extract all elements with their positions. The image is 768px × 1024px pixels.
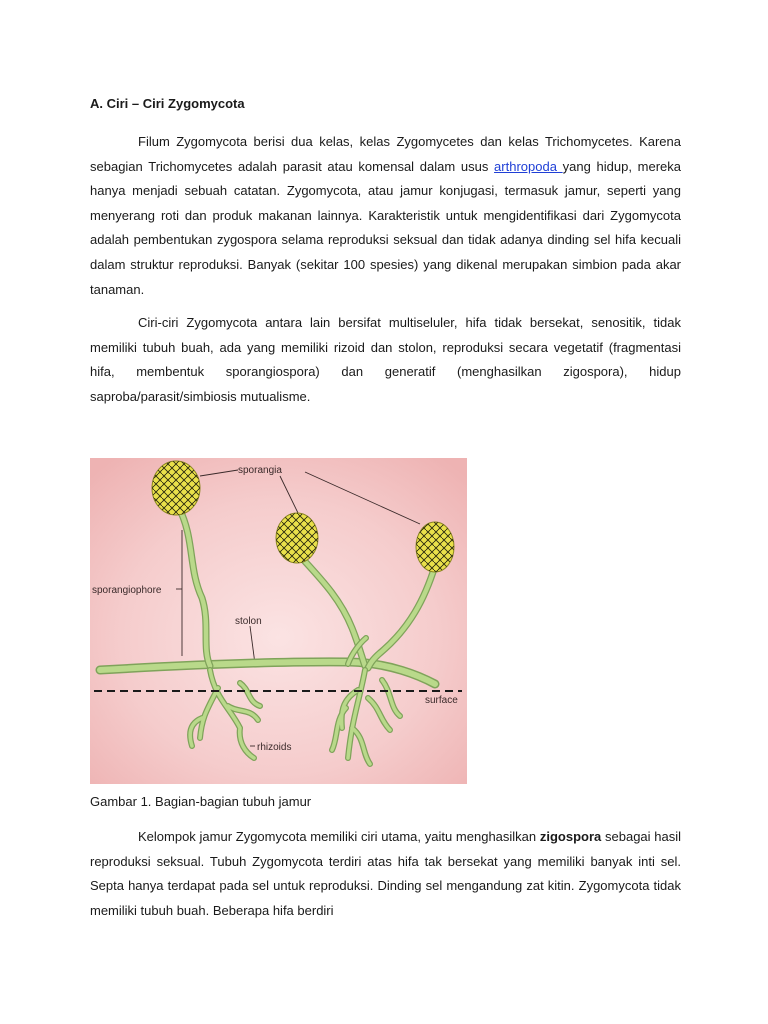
label-surface: surface <box>425 695 458 706</box>
paragraph-main-text-b: sebagai hasil reproduksi seksual. Tubuh Zygomycota terdiri atas hifa tak bersekat yang memiliki banyak inti sel. Septa hanya terdapat pada sel untuk reproduksi. Dinding sel mengandung zat kitin. Zygomycota tidak memiliki tubuh buah. Beberapa hifa berdiri <box>90 829 682 918</box>
paragraph-intro-text-b: yang hidup, mereka hanya menjadi sebuah catatan. Zygomycota, atau jamur konjugasi, termasuk jamur, seperti yang menyerang roti dan produk makanan lainnya. Karakteristik untuk mengidentifikasi dari Zygomycota adalah pembentukan zygospora selama reproduksi seksual dan tidak adanya dinding sel hifa kecuali dalam struktur reproduksi. Banyak (sekitar 100 spesies) yang dikenal merupakan simbion pada akar tanaman. <box>90 158 682 297</box>
label-stolon: stolon <box>235 616 262 627</box>
figure-caption: Gambar 1. Bagian-bagian tubuh jamur <box>90 794 312 809</box>
label-sporangia: sporangia <box>238 465 282 476</box>
fungus-diagram <box>90 458 467 784</box>
paragraph-main-characteristics <box>90 825 681 923</box>
section-heading: A. Ciri – Ciri Zygomycota <box>90 96 245 111</box>
paragraph-characteristics-text: Ciri-ciri Zygomycota antara lain bersifat multiseluler, hifa tidak bersekat, senositik, tidak memiliki tubuh buah, ada yang memiliki rizoid dan stolon, reproduksi secara vegetatif (fragmentasi hifa, membentuk sporangiospora) dan generatif (menghasilkan zigospora), hidup saproba/parasit/simbiosis mutualisme. <box>90 315 681 404</box>
label-rhizoids: rhizoids <box>257 742 292 753</box>
arthropoda-link[interactable]: arthropoda <box>494 158 563 174</box>
paragraph-main-text-a: Kelompok jamur Zygomycota memiliki ciri utama, yaitu menghasilkan <box>138 829 540 844</box>
paragraph-characteristics <box>90 311 681 409</box>
paragraph-intro <box>90 130 681 302</box>
paragraph-intro-text-a: Filum Zygomycota berisi dua kelas, kelas Zygomycetes dan kelas Trichomycetes. Karena sebagian Trichomycetes adalah parasit atau komensal dalam usus <box>90 134 681 174</box>
label-sporangiophore: sporangiophore <box>92 585 162 596</box>
zigospora-bold: zigospora <box>539 829 602 844</box>
